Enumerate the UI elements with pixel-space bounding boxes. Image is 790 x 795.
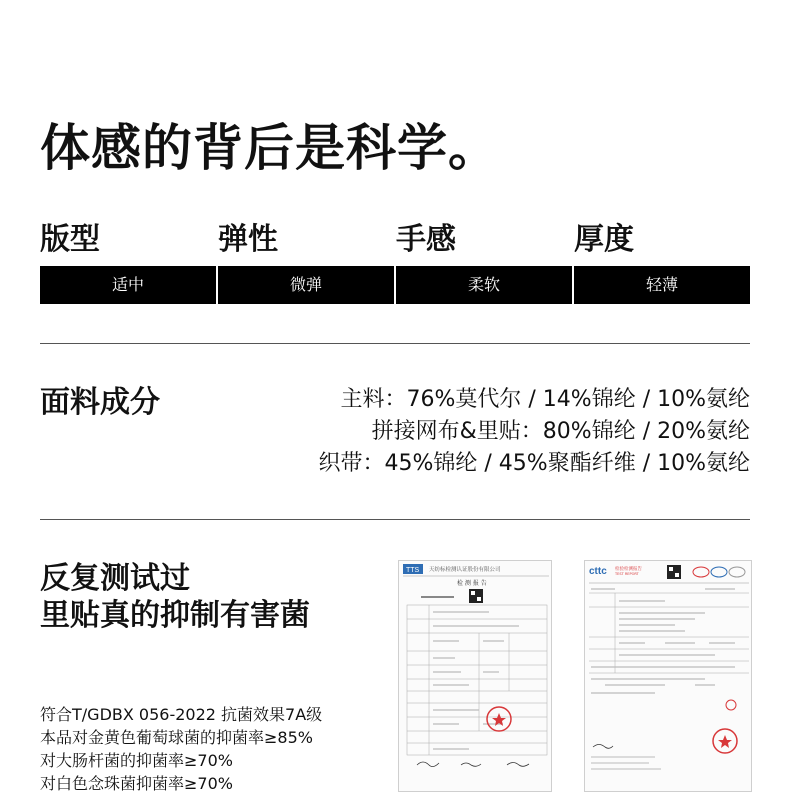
spec-value: 适中 <box>40 266 216 304</box>
spec-title: 弹性 <box>218 222 278 257</box>
testing-note: 对大肠杆菌的抑菌率≥70% <box>40 751 233 770</box>
test-report-image-cttc <box>584 560 752 792</box>
spec-title: 版型 <box>40 222 100 257</box>
fabric-line-mesh: 拼接网布&里贴：80%锦纶 / 20%氨纶 <box>371 419 750 444</box>
report-document-icon <box>585 561 752 792</box>
cttc-org-name: 检验检测报告 <box>615 567 642 572</box>
spec-elasticity <box>218 220 394 304</box>
spec-value: 柔软 <box>396 266 572 304</box>
fabric-line-main: 主料：76%莫代尔 / 14%锦纶 / 10%氨纶 <box>340 387 750 412</box>
spec-title: 厚度 <box>574 222 634 257</box>
cttc-logo-text: cttc <box>589 566 607 577</box>
tts-org-name: 天纺标检测认证股份有限公司 <box>429 567 501 573</box>
fabric-line-band: 织带：45%锦纶 / 45%聚酯纤维 / 10%氨纶 <box>318 451 750 476</box>
testing-note: 符合T/GDBX 056-2022 抗菌效果7A级 <box>40 705 323 724</box>
spec-title: 手感 <box>396 222 456 257</box>
testing-title <box>40 560 310 634</box>
spec-grid <box>40 220 750 304</box>
report-document-icon <box>399 561 552 792</box>
page-headline: 体感的背后是科学。 <box>40 119 499 177</box>
fabric-composition <box>319 384 751 480</box>
spec-handfeel <box>396 220 572 304</box>
testing-note: 对白色念珠菌抑菌率≥70% <box>40 774 233 793</box>
section-divider <box>40 343 750 344</box>
test-report-image-tts <box>398 560 552 792</box>
tts-report-heading: 检 测 报 告 <box>457 580 487 587</box>
testing-title-line1: 反复测试过 <box>40 561 190 596</box>
spec-fit <box>40 220 216 304</box>
spec-value: 微弹 <box>218 266 394 304</box>
fabric-title: 面料成分 <box>40 385 160 420</box>
testing-note: 本品对金黄色葡萄球菌的抑菌率≥85% <box>40 728 313 747</box>
testing-title-line2: 里贴真的抑制有害菌 <box>40 598 310 633</box>
spec-thickness <box>574 220 750 304</box>
tts-logo-text: TTS <box>406 567 420 574</box>
section-divider <box>40 519 750 520</box>
spec-value: 轻薄 <box>574 266 750 304</box>
cttc-sub-title: TEST REPORT <box>615 572 639 576</box>
testing-notes <box>40 703 322 795</box>
